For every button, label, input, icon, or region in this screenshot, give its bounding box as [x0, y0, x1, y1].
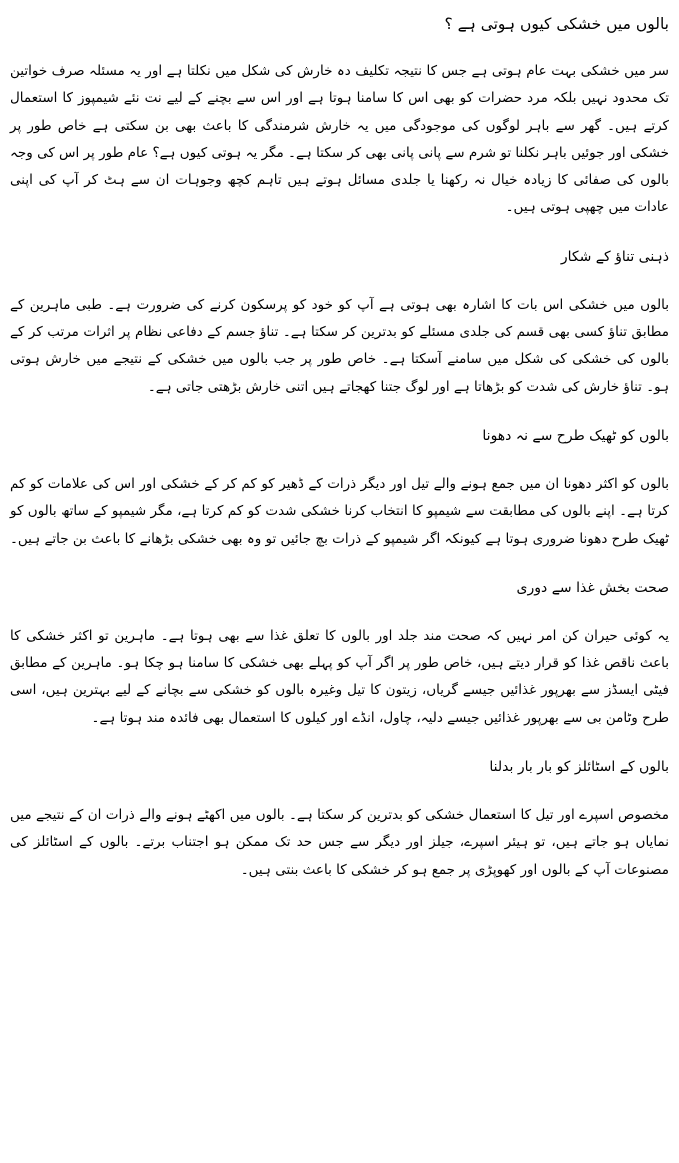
intro-paragraph: سر میں خشکی بہت عام ہوتی ہے جس کا نتیجہ تکلیف دہ خارش کی شکل میں نکلتا ہے اور یہ مسئلہ صرف خواتین تک محدود نہیں بلکہ مرد حضرات کو بھی اس کا سامنا ہوتا ہے اور اس سے بچنے کے لیے نت نئے شیمپوز کا استعمال کرتے ہیں۔ گھر سے باہر لوگوں کی موجودگی میں یہ خارش شرمندگی کا باعث بھی بن سکتی ہے خاص طور پر خشکی اور جوئیں باہر نکلنا تو شرم سے پانی پانی بھی کر سکتا ہے۔ مگر یہ ہوتی کیوں ہے؟ عام طور پر اس کی وجہ بالوں کی صفائی کا زیادہ خیال نہ رکھنا یا جلدی مسائل ہوتے ہیں تاہم کچھ وجوہات ان سے ہٹ کر آپ کی اپنی عادات میں چھپی ہوتی ہیں۔	[10, 63, 669, 216]
section-body-styling: مخصوص اسپرے اور تیل کا استعمال خشکی کو بدترین کر سکتا ہے۔ بالوں میں اکھٹے ہونے والے ذرات ان کے نتیجے میں نمایاں ہو جاتے ہیں، تو ہیئر اسپرے، جیلز اور دیگر سے جس حد تک ممکن ہو اجتناب برتے۔ بالوں کے اسٹائلز کی مصنوعات آپ کے بالوں اور کھوپڑی پر جمع ہو کر خشکی کا باعث بنتی ہیں۔	[10, 807, 669, 878]
section-heading-diet: صحت بخش غذا سے دوری	[516, 579, 669, 596]
section-heading-washing: بالوں کو ٹھیک طرح سے نہ دھونا	[482, 427, 669, 444]
section-heading-styling: بالوں کے اسٹائلز کو بار بار بدلنا	[489, 759, 669, 776]
section-body-washing: بالوں کو اکثر دھونا ان میں جمع ہونے والے تیل اور دیگر ذرات کے ڈھیر کو کم کر کے خشکی اور اس کی علامات کو کم کرتا ہے۔ اپنے بالوں کی مطابقت سے شیمپو کا انتخاب کرنا خشکی شدت کو کم کرتا ہے، مگر شیمپو کے ساتھ بالوں کو ٹھیک طرح دھونا ضروری ہوتا ہے کیونکہ اگر شیمپو کے ذرات بچ جائیں تو وہ بھی خشکی بڑھانے کا باعث بن جاتے ہیں۔	[10, 475, 669, 547]
section-body-diet: یہ کوئی حیران کن امر نہیں کہ صحت مند جلد اور بالوں کا تعلق غذا سے بھی ہوتا ہے۔ ماہرین تو اکثر خشکی کا باعث ناقص غذا کو قرار دیتے ہیں، خاص طور پر اگر آپ کو پہلے بھی خشکی کا سامنا ہو چکا ہو۔ ماہرین کے مطابق فیٹی ایسڈز سے بھرپور غذائیں جیسے گریاں، زیتون کا تیل وغیرہ بالوں کو خشکی سے بچانے کے لیے بہترین ہیں، اسی طرح وٹامن بی سے بھرپور غذائیں جیسے دلیہ، چاول، انڈے اور کیلوں کا استعمال بھی فائدہ مند ہوتا ہے۔	[10, 627, 669, 726]
section-heading-stress: ذہنی تناؤ کے شکار	[560, 248, 669, 265]
section-body-stress: بالوں میں خشکی اس بات کا اشارہ بھی ہوتی ہے آپ کو خود کو پرسکون کرنے کی ضرورت ہے۔ طبی ماہرین کے مطابق تناؤ کسی بھی قسم کی جلدی مسئلے کو بدترین کر سکتا ہے۔ تناؤ جسم کے دفاعی نظام پر اثرات مرتب کر کے بالوں کی خشکی کی شکل میں سامنے آسکتا ہے۔ خاص طور پر جب بالوں میں خشکی کے نتیجے میں خارش ہوتی ہو۔ تناؤ خارش کی شدت کو بڑھاتا ہے اور لوگ جتنا کھجاتے ہیں اتنی خارش بڑھتی جاتی ہے۔	[10, 296, 669, 395]
article-title: بالوں میں خشکی کیوں ہوتی ہے ؟	[444, 15, 669, 33]
